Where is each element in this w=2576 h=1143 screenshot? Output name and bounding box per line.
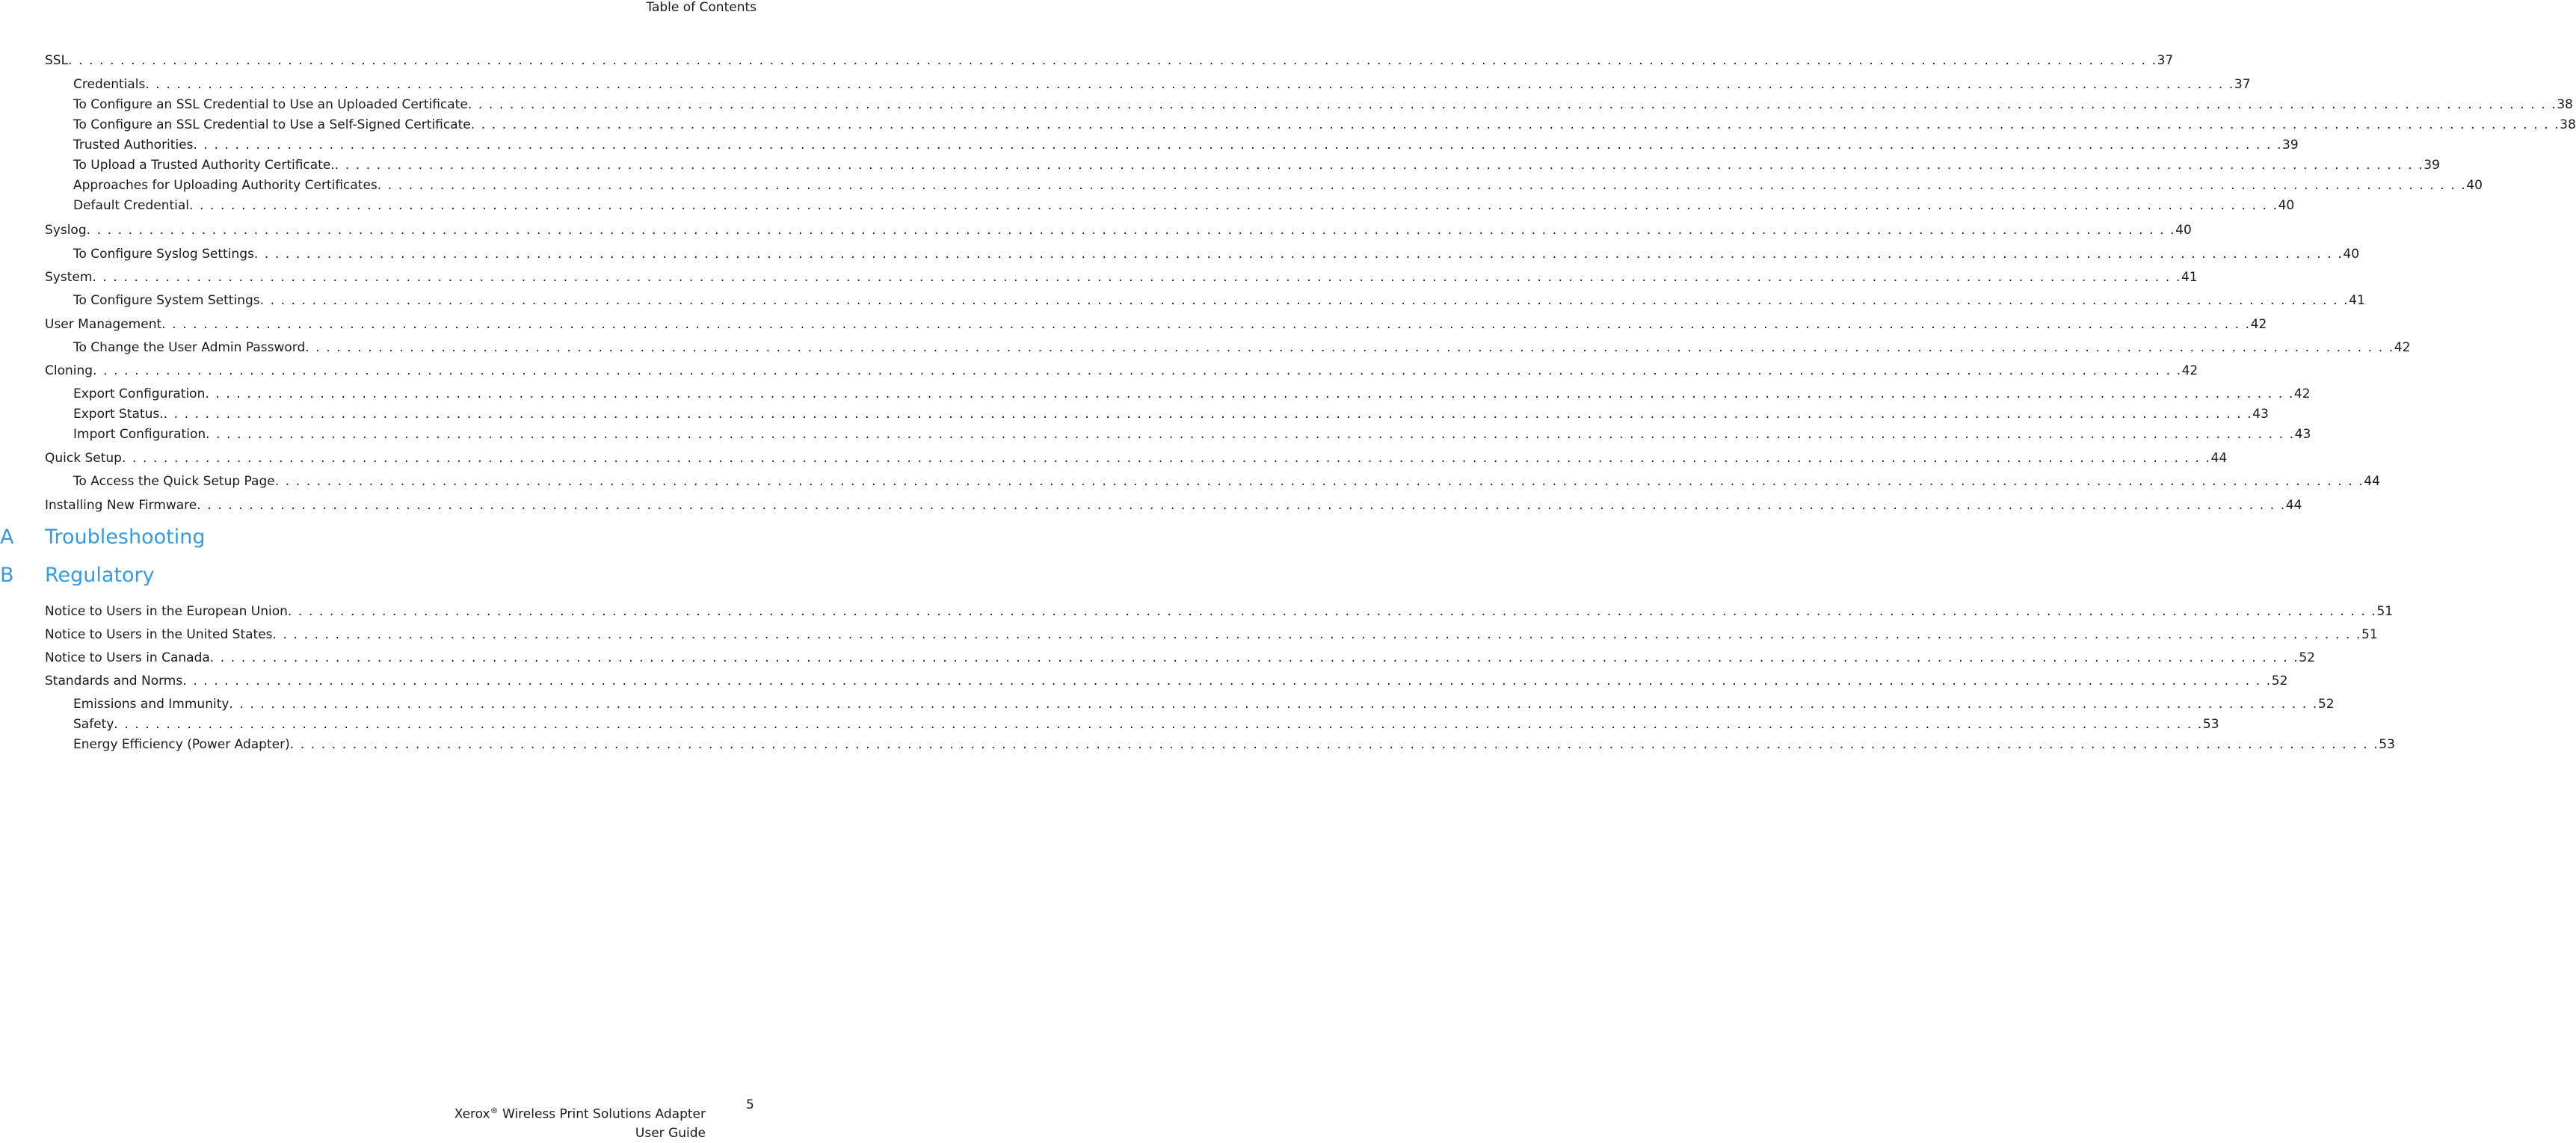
toc-entry-title: Import Configuration — [73, 427, 206, 442]
toc-entry-page: 40 — [2278, 198, 2295, 213]
toc-leader-dots: . . . . . . . . . . . . . . . . . . . . . . . . . . . . . . . . . . . . . . . . . . . . . . . . . . . . . . . . . . . . . . . . . . . . . . . . . . . . . . . . . . . . . . . . . . . . . . . . . . . . . . . . . . . . . . . . . . . . . . . . . . . . . . . . . . . . . . . . . . . . . . . . . . . . . . . . . . . . . . . . . . . . . . . . . . . . . . . . . . . . . . . . . . . . . . . . . . . . . . . . — [289, 737, 2379, 752]
toc-entry-page: 41 — [2349, 293, 2365, 308]
toc-entry[interactable] — [45, 53, 2174, 68]
toc-entry-title: Notice to Users in Canada — [45, 650, 210, 665]
toc-entry-title: Notice to Users in the European Union — [45, 604, 288, 619]
toc-leader-dots: . . . . . . . . . . . . . . . . . . . . . . . . . . . . . . . . . . . . . . . . . . . . . . . . . . . . . . . . . . . . . . . . . . . . . . . . . . . . . . . . . . . . . . . . . . . . . . . . . . . . . . . . . . . . . . . . . . . . . . . . . . . . . . . . . . . . . . . . . . . . . . . . . . . . . . . . . . . . . . . . . . . . . . . . . . . . . . . . . . . . . . . . . . . . . . . . . . . . . . . . — [209, 650, 2299, 665]
toc-entry-page: 40 — [2343, 247, 2360, 262]
toc-entry-title: Default Credential — [73, 198, 190, 213]
toc-entry-page: 52 — [2271, 674, 2288, 688]
footer-product-line — [455, 1101, 706, 1124]
toc-entry-title: Syslog — [45, 223, 87, 238]
toc-entry-page: 42 — [2293, 386, 2311, 401]
toc-entry[interactable] — [45, 317, 2267, 332]
toc-entry-page: 51 — [2376, 604, 2394, 619]
toc-entry-title: To Configure Syslog Settings — [73, 247, 254, 262]
toc-entry[interactable] — [45, 650, 2315, 665]
footer-doc-type: User Guide — [635, 1125, 706, 1141]
toc-entry[interactable] — [73, 97, 2573, 112]
toc-leader-dots: . . . . . . . . . . . . . . . . . . . . . . . . . . . . . . . . . . . . . . . . . . . . . . . . . . . . . . . . . . . . . . . . . . . . . . . . . . . . . . . . . . . . . . . . . . . . . . . . . . . . . . . . . . . . . . . . . . . . . . . . . . . . . . . . . . . . . . . . . . . . . . . . . . . . . . . . . . . . . . . . . . . . . . . . . . . . . . . . . . . . . . . . . . . . . . . . . . . . . . . . — [334, 158, 2424, 173]
toc-leader-dots: . . . . . . . . . . . . . . . . . . . . . . . . . . . . . . . . . . . . . . . . . . . . . . . . . . . . . . . . . . . . . . . . . . . . . . . . . . . . . . . . . . . . . . . . . . . . . . . . . . . . . . . . . . . . . . . . . . . . . . . . . . . . . . . . . . . . . . . . . . . . . . . . . . . . . . . . . . . . . . . . . . . . . . . . . . . . . . . . . . . . . . . . . . . . . . . . . . . . . . . . — [272, 627, 2362, 642]
toc-entry-title: To Configure System Settings — [73, 293, 260, 308]
appendix-letter: B — [0, 564, 14, 587]
toc-entry-page: 37 — [2234, 77, 2251, 92]
toc-entry-page: 42 — [2394, 340, 2411, 355]
footer-brand: Xerox — [454, 1106, 490, 1122]
toc-entry-title: System — [45, 270, 93, 285]
toc-entry-page: 38 — [2560, 117, 2576, 132]
toc-leader-dots: . . . . . . . . . . . . . . . . . . . . . . . . . . . . . . . . . . . . . . . . . . . . . . . . . . . . . . . . . . . . . . . . . . . . . . . . . . . . . . . . . . . . . . . . . . . . . . . . . . . . . . . . . . . . . . . . . . . . . . . . . . . . . . . . . . . . . . . . . . . . . . . . . . . . . . . . . . . . . . . . . . . . . . . . . . . . . . . . . . . . . . . . . . . . . . . . . . . . . . . . — [205, 386, 2294, 401]
toc-entry-page: 37 — [2157, 53, 2174, 68]
toc-leader-dots: . . . . . . . . . . . . . . . . . . . . . . . . . . . . . . . . . . . . . . . . . . . . . . . . . . . . . . . . . . . . . . . . . . . . . . . . . . . . . . . . . . . . . . . . . . . . . . . . . . . . . . . . . . . . . . . . . . . . . . . . . . . . . . . . . . . . . . . . . . . . . . . . . . . . . . . . . . . . . . . . . . . . . . . . . . . . . . . . . . . . . . . . . . . . . . . . . . . . . . . . — [93, 363, 2182, 378]
toc-entry[interactable] — [45, 498, 2302, 513]
toc-entry-title: Export Status. — [73, 407, 164, 422]
toc-entry-title: Notice to Users in the United States — [45, 627, 273, 642]
toc-entry-title: Credentials — [73, 77, 146, 92]
toc-entry[interactable] — [73, 293, 2365, 308]
toc-leader-dots: . . . . . . . . . . . . . . . . . . . . . . . . . . . . . . . . . . . . . . . . . . . . . . . . . . . . . . . . . . . . . . . . . . . . . . . . . . . . . . . . . . . . . . . . . . . . . . . . . . . . . . . . . . . . . . . . . . . . . . . . . . . . . . . . . . . . . . . . . . . . . . . . . . . . . . . . . . . . . . . . . . . . . . . . . . . . . . . . . . . . . . . . . . . . . . . . . . . . . . . . — [114, 717, 2203, 732]
toc-entry-page: 42 — [2250, 317, 2267, 332]
toc-entry[interactable] — [73, 697, 2335, 712]
footer — [455, 1101, 706, 1143]
toc-entry-title: To Configure an SSL Credential to Use an Uploaded Certificate — [73, 97, 468, 112]
toc-entry-title: To Access the Quick Setup Page — [73, 474, 275, 489]
toc-entry[interactable] — [45, 451, 2228, 466]
toc-entry[interactable] — [73, 407, 2269, 422]
toc-entry-page: 44 — [2210, 451, 2228, 466]
toc-entry-title: Energy Efficiency (Power Adapter) — [73, 737, 290, 752]
toc-entry[interactable] — [73, 138, 2299, 152]
toc-entry[interactable] — [45, 674, 2288, 688]
toc-entry[interactable] — [73, 717, 2219, 732]
toc-leader-dots: . . . . . . . . . . . . . . . . . . . . . . . . . . . . . . . . . . . . . . . . . . . . . . . . . . . . . . . . . . . . . . . . . . . . . . . . . . . . . . . . . . . . . . . . . . . . . . . . . . . . . . . . . . . . . . . . . . . . . . . . . . . . . . . . . . . . . . . . . . . . . . . . . . . . . . . . . . . . . . . . . . . . . . . . . . . . . . . . . . . . . . . . . . . . . . . . . . . . . . . . — [377, 178, 2467, 193]
toc-entry[interactable] — [73, 77, 2251, 92]
toc-leader-dots: . . . . . . . . . . . . . . . . . . . . . . . . . . . . . . . . . . . . . . . . . . . . . . . . . . . . . . . . . . . . . . . . . . . . . . . . . . . . . . . . . . . . . . . . . . . . . . . . . . . . . . . . . . . . . . . . . . . . . . . . . . . . . . . . . . . . . . . . . . . . . . . . . . . . . . . . . . . . . . . . . . . . . . . . . . . . . . . . . . . . . . . . . . . . . . . . . . . . . . . . — [193, 138, 2283, 152]
toc-leader-dots: . . . . . . . . . . . . . . . . . . . . . . . . . . . . . . . . . . . . . . . . . . . . . . . . . . . . . . . . . . . . . . . . . . . . . . . . . . . . . . . . . . . . . . . . . . . . . . . . . . . . . . . . . . . . . . . . . . . . . . . . . . . . . . . . . . . . . . . . . . . . . . . . . . . . . . . . . . . . . . . . . . . . . . . . . . . . . . . . . . . . . . . . . . . . . . . . . . . . . . . . — [253, 247, 2344, 262]
toc-leader-dots: . . . . . . . . . . . . . . . . . . . . . . . . . . . . . . . . . . . . . . . . . . . . . . . . . . . . . . . . . . . . . . . . . . . . . . . . . . . . . . . . . . . . . . . . . . . . . . . . . . . . . . . . . . . . . . . . . . . . . . . . . . . . . . . . . . . . . . . . . . . . . . . . . . . . . . . . . . . . . . . . . . . . . . . . . . . . . . . . . . . . . . . . . . . . . . . . . . . . . . . . — [145, 77, 2234, 92]
toc-entry[interactable] — [73, 474, 2380, 489]
toc-entry-page: 40 — [2466, 178, 2483, 193]
appendix-letter: A — [0, 526, 14, 549]
toc-leader-dots: . . . . . . . . . . . . . . . . . . . . . . . . . . . . . . . . . . . . . . . . . . . . . . . . . . . . . . . . . . . . . . . . . . . . . . . . . . . . . . . . . . . . . . . . . . . . . . . . . . . . . . . . . . . . . . . . . . . . . . . . . . . . . . . . . . . . . . . . . . . . . . . . . . . . . . . . . . . . . . . . . . . . . . . . . . . . . . . . . . . . . . . . . . . . . . . . . . . . . . . . — [229, 697, 2318, 712]
toc-entry-page: 43 — [2294, 427, 2311, 442]
toc-entry-page: 52 — [2317, 697, 2335, 712]
toc-leader-dots: . . . . . . . . . . . . . . . . . . . . . . . . . . . . . . . . . . . . . . . . . . . . . . . . . . . . . . . . . . . . . . . . . . . . . . . . . . . . . . . . . . . . . . . . . . . . . . . . . . . . . . . . . . . . . . . . . . . . . . . . . . . . . . . . . . . . . . . . . . . . . . . . . . . . . . . . . . . . . . . . . . . . . . . . . . . . . . . . . . . . . . . . . . . . . . . . . . . . . . . . — [259, 293, 2349, 308]
toc-entry-title: To Configure an SSL Credential to Use a Self-Signed Certificate — [73, 117, 471, 132]
toc-leader-dots: . . . . . . . . . . . . . . . . . . . . . . . . . . . . . . . . . . . . . . . . . . . . . . . . . . . . . . . . . . . . . . . . . . . . . . . . . . . . . . . . . . . . . . . . . . . . . . . . . . . . . . . . . . . . . . . . . . . . . . . . . . . . . . . . . . . . . . . . . . . . . . . . . . . . . . . . . . . . . . . . . . . . . . . . . . . . . . . . . . . . . . . . . . . . . . . . . . . . . . . . — [189, 198, 2278, 213]
toc-entry-title: SSL — [45, 53, 69, 68]
toc-entry-title: Installing New Firmware — [45, 498, 197, 513]
toc-entry-page: 53 — [2202, 717, 2219, 732]
toc-entry[interactable] — [73, 117, 2576, 132]
toc-entry-page: 41 — [2181, 270, 2198, 285]
toc-entry-title: Export Configuration — [73, 386, 206, 401]
toc-leader-dots: . . . . . . . . . . . . . . . . . . . . . . . . . . . . . . . . . . . . . . . . . . . . . . . . . . . . . . . . . . . . . . . . . . . . . . . . . . . . . . . . . . . . . . . . . . . . . . . . . . . . . . . . . . . . . . . . . . . . . . . . . . . . . . . . . . . . . . . . . . . . . . . . . . . . . . . . . . . . . . . . . . . . . . . . . . . . . . . . . . . . . . . . . . . . . . . . . . . . . . . . — [274, 474, 2364, 489]
toc-entry[interactable] — [45, 363, 2198, 378]
toc-entry-page: 53 — [2379, 737, 2395, 752]
toc-entry-title: Standards and Norms — [45, 674, 183, 688]
toc-entry-title: Trusted Authorities — [73, 138, 194, 152]
toc-entry-title: Safety — [73, 717, 114, 732]
toc-entry[interactable] — [73, 247, 2360, 262]
toc-entry[interactable] — [73, 427, 2311, 442]
toc-entry-page: 42 — [2181, 363, 2198, 378]
toc-entry[interactable] — [73, 340, 2411, 355]
footer-product: Wireless Print Solutions Adapter — [502, 1106, 706, 1122]
toc-entry[interactable] — [45, 604, 2394, 619]
appendix-title: Troubleshooting — [45, 526, 206, 549]
toc-entry-title: User Management — [45, 317, 162, 332]
toc-entry-page: 51 — [2361, 627, 2378, 642]
toc-entry-title: To Upload a Trusted Authority Certificate. — [73, 158, 335, 173]
toc-leader-dots: . . . . . . . . . . . . . . . . . . . . . . . . . . . . . . . . . . . . . . . . . . . . . . . . . . . . . . . . . . . . . . . . . . . . . . . . . . . . . . . . . . . . . . . . . . . . . . . . . . . . . . . . . . . . . . . . . . . . . . . . . . . . . . . . . . . . . . . . . . . . . . . . . . . . . . . . . . . . . . . . . . . . . . . . . . . . . . . . . . . . . . . . . . . . . . . . . . . . . . . . — [197, 498, 2286, 513]
page-number: 5 — [746, 1097, 754, 1112]
toc-entry-page: 43 — [2252, 407, 2269, 422]
toc-leader-dots: . . . . . . . . . . . . . . . . . . . . . . . . . . . . . . . . . . . . . . . . . . . . . . . . . . . . . . . . . . . . . . . . . . . . . . . . . . . . . . . . . . . . . . . . . . . . . . . . . . . . . . . . . . . . . . . . . . . . . . . . . . . . . . . . . . . . . . . . . . . . . . . . . . . . . . . . . . . . . . . . . . . . . . . . . . . . . . . . . . . . . . . . . . . . . . . . . . . . . . . . — [163, 407, 2253, 422]
toc-entry[interactable] — [45, 627, 2378, 642]
toc-entry-page: 39 — [2282, 138, 2299, 152]
toc-entry[interactable] — [73, 386, 2311, 401]
toc-entry[interactable] — [73, 158, 2440, 173]
toc-leader-dots: . . . . . . . . . . . . . . . . . . . . . . . . . . . . . . . . . . . . . . . . . . . . . . . . . . . . . . . . . . . . . . . . . . . . . . . . . . . . . . . . . . . . . . . . . . . . . . . . . . . . . . . . . . . . . . . . . . . . . . . . . . . . . . . . . . . . . . . . . . . . . . . . . . . . . . . . . . . . . . . . . . . . . . . . . . . . . . . . . . . . . . . . . . . . . . . . . . . . . . . . — [121, 451, 2211, 466]
toc-entry[interactable] — [45, 223, 2192, 238]
toc-entry-page: 38 — [2557, 97, 2573, 112]
toc-entry-title: Emissions and Immunity — [73, 697, 229, 712]
toc-leader-dots: . . . . . . . . . . . . . . . . . . . . . . . . . . . . . . . . . . . . . . . . . . . . . . . . . . . . . . . . . . . . . . . . . . . . . . . . . . . . . . . . . . . . . . . . . . . . . . . . . . . . . . . . . . . . . . . . . . . . . . . . . . . . . . . . . . . . . . . . . . . . . . . . . . . . . . . . . . . . . . . . . . . . . . . . . . . . . . . . . . . . . . . . . . . . . . . . . . . . . . . . — [305, 340, 2394, 355]
toc-entry-page: 44 — [2364, 474, 2380, 489]
toc-leader-dots: . . . . . . . . . . . . . . . . . . . . . . . . . . . . . . . . . . . . . . . . . . . . . . . . . . . . . . . . . . . . . . . . . . . . . . . . . . . . . . . . . . . . . . . . . . . . . . . . . . . . . . . . . . . . . . . . . . . . . . . . . . . . . . . . . . . . . . . . . . . . . . . . . . . . . . . . . . . . . . . . . . . . . . . . . . . . . . . . . . . . . . . . . . . . . . . . . . . . . . . . — [182, 674, 2272, 688]
toc-entry-title: Approaches for Uploading Authority Certificates — [73, 178, 378, 193]
toc-entry-title: Quick Setup — [45, 451, 122, 466]
toc-leader-dots: . . . . . . . . . . . . . . . . . . . . . . . . . . . . . . . . . . . . . . . . . . . . . . . . . . . . . . . . . . . . . . . . . . . . . . . . . . . . . . . . . . . . . . . . . . . . . . . . . . . . . . . . . . . . . . . . . . . . . . . . . . . . . . . . . . . . . . . . . . . . . . . . . . . . . . . . . . . . . . . . . . . . . . . . . . . . . . . . . . . . . . . . . . . . . . . . . . . . . . . . — [470, 117, 2560, 132]
toc-leader-dots: . . . . . . . . . . . . . . . . . . . . . . . . . . . . . . . . . . . . . . . . . . . . . . . . . . . . . . . . . . . . . . . . . . . . . . . . . . . . . . . . . . . . . . . . . . . . . . . . . . . . . . . . . . . . . . . . . . . . . . . . . . . . . . . . . . . . . . . . . . . . . . . . . . . . . . . . . . . . . . . . . . . . . . . . . . . . . . . . . . . . . . . . . . . . . . . . . . . . . . . . — [68, 53, 2157, 68]
toc-leader-dots: . . . . . . . . . . . . . . . . . . . . . . . . . . . . . . . . . . . . . . . . . . . . . . . . . . . . . . . . . . . . . . . . . . . . . . . . . . . . . . . . . . . . . . . . . . . . . . . . . . . . . . . . . . . . . . . . . . . . . . . . . . . . . . . . . . . . . . . . . . . . . . . . . . . . . . . . . . . . . . . . . . . . . . . . . . . . . . . . . . . . . . . . . . . . . . . . . . . . . . . . — [86, 223, 2176, 238]
toc-entry[interactable] — [73, 178, 2483, 193]
toc-entry[interactable] — [73, 198, 2295, 213]
toc-leader-dots: . . . . . . . . . . . . . . . . . . . . . . . . . . . . . . . . . . . . . . . . . . . . . . . . . . . . . . . . . . . . . . . . . . . . . . . . . . . . . . . . . . . . . . . . . . . . . . . . . . . . . . . . . . . . . . . . . . . . . . . . . . . . . . . . . . . . . . . . . . . . . . . . . . . . . . . . . . . . . . . . . . . . . . . . . . . . . . . . . . . . . . . . . . . . . . . . . . . . . . . . — [467, 97, 2557, 112]
toc-leader-dots: . . . . . . . . . . . . . . . . . . . . . . . . . . . . . . . . . . . . . . . . . . . . . . . . . . . . . . . . . . . . . . . . . . . . . . . . . . . . . . . . . . . . . . . . . . . . . . . . . . . . . . . . . . . . . . . . . . . . . . . . . . . . . . . . . . . . . . . . . . . . . . . . . . . . . . . . . . . . . . . . . . . . . . . . . . . . . . . . . . . . . . . . . . . . . . . . . . . . . . . . — [161, 317, 2251, 332]
toc-entry[interactable] — [73, 737, 2395, 752]
toc-entry[interactable] — [45, 270, 2198, 285]
toc-entry-page: 39 — [2424, 158, 2440, 173]
toc-entry-title: To Change the User Admin Password — [73, 340, 306, 355]
toc-entry-page: 44 — [2285, 498, 2302, 513]
running-header: Table of Contents — [646, 0, 757, 15]
toc-entry-page: 52 — [2299, 650, 2315, 665]
toc-entry-page: 40 — [2175, 223, 2192, 238]
toc-leader-dots: . . . . . . . . . . . . . . . . . . . . . . . . . . . . . . . . . . . . . . . . . . . . . . . . . . . . . . . . . . . . . . . . . . . . . . . . . . . . . . . . . . . . . . . . . . . . . . . . . . . . . . . . . . . . . . . . . . . . . . . . . . . . . . . . . . . . . . . . . . . . . . . . . . . . . . . . . . . . . . . . . . . . . . . . . . . . . . . . . . . . . . . . . . . . . . . . . . . . . . . . — [92, 270, 2181, 285]
toc-leader-dots: . . . . . . . . . . . . . . . . . . . . . . . . . . . . . . . . . . . . . . . . . . . . . . . . . . . . . . . . . . . . . . . . . . . . . . . . . . . . . . . . . . . . . . . . . . . . . . . . . . . . . . . . . . . . . . . . . . . . . . . . . . . . . . . . . . . . . . . . . . . . . . . . . . . . . . . . . . . . . . . . . . . . . . . . . . . . . . . . . . . . . . . . . . . . . . . . . . . . . . . . — [287, 604, 2377, 619]
appendix-title: Regulatory — [45, 564, 155, 587]
toc-leader-dots: . . . . . . . . . . . . . . . . . . . . . . . . . . . . . . . . . . . . . . . . . . . . . . . . . . . . . . . . . . . . . . . . . . . . . . . . . . . . . . . . . . . . . . . . . . . . . . . . . . . . . . . . . . . . . . . . . . . . . . . . . . . . . . . . . . . . . . . . . . . . . . . . . . . . . . . . . . . . . . . . . . . . . . . . . . . . . . . . . . . . . . . . . . . . . . . . . . . . . . . . — [206, 427, 2295, 442]
toc-entry-title: Cloning — [45, 363, 93, 378]
registered-mark: ® — [490, 1106, 499, 1115]
